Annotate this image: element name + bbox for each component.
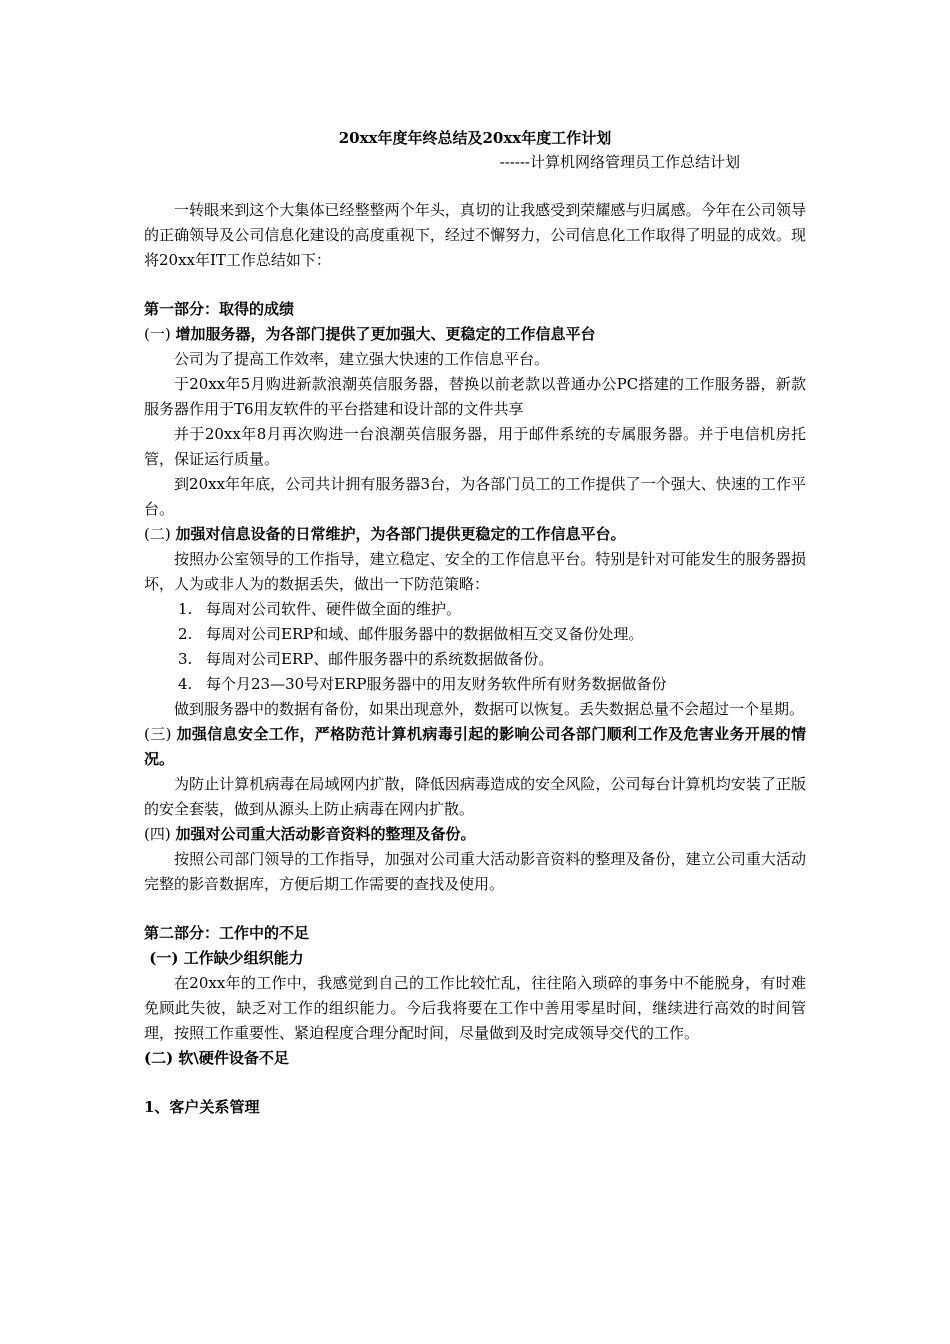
list-number: 3.: [178, 650, 193, 668]
section-title: 加强信息安全工作，严格防范计算机病毒引起的影响公司各部门顺利工作及危害业务开展的情况。: [144, 725, 806, 768]
paragraph: 按照公司部门领导的工作指导，加强对公司重大活动影音资料的整理及备份，建立公司重大活动完整的影音数据库，方便后期工作需要的查找及使用。: [144, 850, 806, 893]
list-text: 每周对公司软件、硬件做全面的维护。: [206, 600, 462, 618]
list-item: [144, 622, 806, 647]
list-number: 2.: [178, 625, 193, 643]
paragraph: 在20xx年的工作中，我感觉到自己的工作比较忙乱，往往陷入琐碎的事务中不能脱身，有时难免顾此失彼，缺乏对工作的组织能力。今后我将要在工作中善用零星时间，继续进行高效的时间管理，按照工作重要性、紧迫程度合理分配时间，尽量做到及时完成领导交代的工作。: [144, 974, 806, 1042]
paragraph: 为防止计算机病毒在局域网内扩散，降低因病毒造成的安全风险，公司每台计算机均安装了正版的安全套装，做到从源头上防止病毒在网内扩散。: [144, 775, 806, 818]
document-title: 20xx年度年终总结及20xx年度工作计划: [338, 129, 612, 147]
section-title: 加强对信息设备的日常维护，为各部门提供更稳定的工作信息平台。: [175, 525, 626, 543]
part2-heading: 第二部分：工作中的不足: [144, 924, 310, 942]
document-body: [144, 126, 806, 1120]
paragraph: 于20xx年5月购进新款浪潮英信服务器，替换以前老款以普通办公PC搭建的工作服务器，新款服务器作用于T6用友软件的平台搭建和设计部的文件共享: [144, 375, 806, 418]
part1-section4-heading: [144, 822, 806, 847]
list-text: 每个月23—30号对ERP服务器中的用友财务软件所有财务数据做备份: [206, 675, 667, 693]
paragraph: 做到服务器中的数据有备份，如果出现意外，数据可以恢复。丢失数据总量不会超过一个星期。: [174, 700, 805, 718]
document-subtitle: ------计算机网络管理员工作总结计划: [499, 153, 740, 171]
section-prefix: (三): [144, 725, 177, 743]
part2-section1-heading: (一) 工作缺少组织能力: [144, 949, 304, 967]
section-title: 增加服务器，为各部门提供了更加强大、更稳定的工作信息平台: [175, 325, 596, 343]
list-item: [144, 597, 806, 622]
list-text: 每周对公司ERP和域、邮件服务器中的数据做相互交叉备份处理。: [206, 625, 644, 643]
paragraph: 到20xx年年底，公司共计拥有服务器3台，为各部门员工的工作提供了一个强大、快速的工作平台。: [144, 475, 806, 518]
section-prefix: (四): [144, 825, 176, 843]
list-number: 4.: [178, 675, 193, 693]
section-prefix: (二): [144, 525, 176, 543]
list-item: [144, 647, 806, 672]
paragraph: 按照办公室领导的工作指导，建立稳定、安全的工作信息平台。特别是针对可能发生的服务器损坏，人为或非人为的数据丢失，做出一下防范策略：: [144, 550, 806, 593]
section-title: 加强对公司重大活动影音资料的整理及备份。: [175, 825, 476, 843]
part2-item1-heading: 1、客户关系管理: [144, 1098, 260, 1116]
paragraph: 公司为了提高工作效率，建立强大快速的工作信息平台。: [174, 350, 550, 368]
list-item: [144, 672, 806, 697]
part2-section2-heading: (二) 软\硬件设备不足: [144, 1049, 289, 1067]
part1-section3-heading: [144, 722, 806, 772]
paragraph: 并于20xx年8月再次购进一台浪潮英信服务器，用于邮件系统的专属服务器。并于电信机房托管，保证运行质量。: [144, 425, 806, 468]
part1-section2-heading: [144, 522, 806, 547]
list-number: 1.: [178, 600, 193, 618]
intro-paragraph: 一转眼来到这个大集体已经整整两个年头，真切的让我感受到荣耀感与归属感。今年在公司领导的正确领导及公司信息化建设的高度重视下，经过不懈努力，公司信息化工作取得了明显的成效。现将20xx年IT工作总结如下：: [144, 201, 806, 269]
part1-heading: 第一部分：取得的成绩: [144, 300, 295, 318]
list-text: 每周对公司ERP、邮件服务器中的系统数据做备份。: [206, 650, 554, 668]
part1-section1-heading: [144, 322, 806, 347]
section-prefix: (一): [144, 325, 176, 343]
